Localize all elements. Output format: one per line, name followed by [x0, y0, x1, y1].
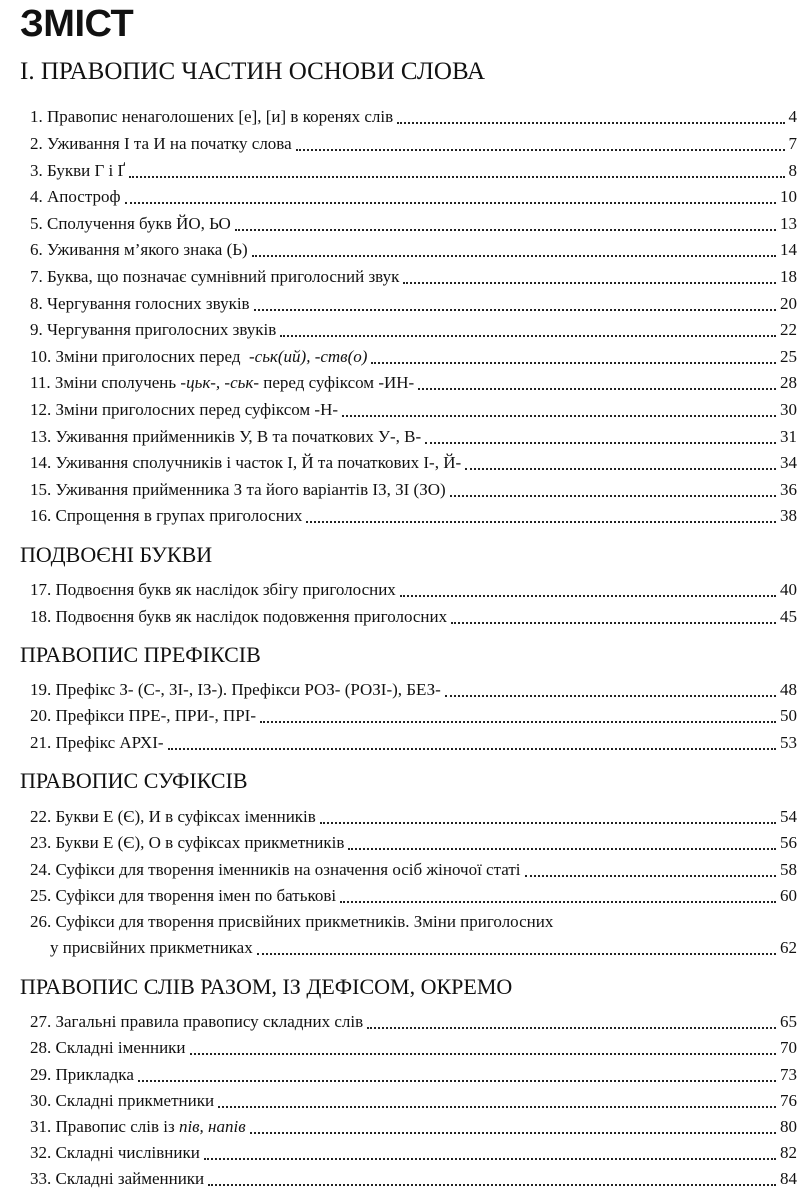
- toc-entry[interactable]: 30. Складні прикметники 76: [30, 1087, 797, 1114]
- page-number: 22: [780, 320, 797, 339]
- toc-entry[interactable]: 31. Правопис слів із пів, напів 80: [30, 1113, 797, 1140]
- section-title: ПРАВОПИС СЛІВ РАЗОМ, ІЗ ДЕФІСОМ, ОКРЕМО: [20, 974, 513, 999]
- toc-entry[interactable]: 4. Апостроф 10: [30, 183, 797, 210]
- page-number: 60: [780, 886, 797, 905]
- toc-entry[interactable]: 7. Буква, що позначає сумнівний приголосний звук 18: [30, 263, 797, 290]
- page-number: 28: [780, 373, 797, 392]
- toc-entry[interactable]: 5. Сполучення букв ЙО, ЬО 13: [30, 210, 797, 237]
- page-number: 10: [780, 187, 797, 206]
- toc-entry-line2[interactable]: у присвійних прикметниках 62: [50, 934, 797, 961]
- page-number: 8: [788, 161, 797, 180]
- toc-entry[interactable]: 2. Уживання І та И на початку слова 7: [30, 130, 797, 157]
- page-number: 54: [780, 807, 797, 826]
- toc-entry[interactable]: 8. Чергування голосних звуків 20: [30, 290, 797, 317]
- toc-entry[interactable]: 21. Префікс АРХІ- 53: [30, 729, 797, 756]
- toc-entry[interactable]: 24. Суфікси для творення іменників на означення осіб жіночої статі 58: [30, 856, 797, 883]
- toc-entry[interactable]: 25. Суфікси для творення імен по батькові 60: [30, 882, 797, 909]
- toc-entry[interactable]: 28. Складні іменники 70: [30, 1034, 797, 1061]
- page-number: 84: [780, 1169, 797, 1188]
- page-number: 20: [780, 294, 797, 313]
- page-number: 4: [788, 107, 797, 126]
- toc-entry[interactable]: 22. Букви Е (Є), И в суфіксах іменників 54: [30, 803, 797, 830]
- page-number: 34: [780, 453, 797, 472]
- page-number: 80: [780, 1117, 797, 1136]
- page-number: 48: [780, 680, 797, 699]
- toc-entry[interactable]: 15. Уживання прийменника З та його варіантів ІЗ, ЗІ (ЗО) 36: [30, 476, 797, 503]
- section-title: ПОДВОЄНІ БУКВИ: [20, 542, 213, 567]
- page-number: 58: [780, 860, 797, 879]
- page-number: 7: [788, 134, 797, 153]
- page-number: 38: [780, 506, 797, 525]
- page-number: 45: [780, 607, 797, 626]
- toc-entry[interactable]: 29. Прикладка 73: [30, 1061, 797, 1088]
- toc-entry[interactable]: 32. Складні числівники 82: [30, 1139, 797, 1166]
- page-number: 30: [780, 400, 797, 419]
- toc-entry-line1[interactable]: 26. Суфікси для творення присвійних прикметників. Зміни приголосних: [30, 912, 554, 931]
- toc-entry[interactable]: 16. Спрощення в групах приголосних 38: [30, 502, 797, 529]
- toc-entry[interactable]: 14. Уживання сполучників і часток І, Й та початкових І-, Й- 34: [30, 449, 797, 476]
- toc-entry[interactable]: 19. Префікс З- (С-, ЗІ-, ІЗ-). Префікси РОЗ- (РОЗІ-), БЕЗ- 48: [30, 676, 797, 703]
- toc-entry[interactable]: 23. Букви Е (Є), О в суфіксах прикметників 56: [30, 829, 797, 856]
- toc-entry[interactable]: 27. Загальні правила правопису складних слів 65: [30, 1008, 797, 1035]
- toc-entry[interactable]: 33. Складні займенники 84: [30, 1165, 797, 1192]
- section-title: ПРАВОПИС СУФІКСІВ: [20, 768, 248, 793]
- page-number: 40: [780, 580, 797, 599]
- toc-entry[interactable]: 6. Уживання м’якого знака (Ь) 14: [30, 236, 797, 263]
- section-title: І. ПРАВОПИС ЧАСТИН ОСНОВИ СЛОВА: [20, 58, 486, 85]
- page-number: 76: [780, 1091, 797, 1110]
- page-number: 65: [780, 1012, 797, 1031]
- page-number: 73: [780, 1065, 797, 1084]
- toc-entry[interactable]: 12. Зміни приголосних перед суфіксом -Н- 30: [30, 396, 797, 423]
- page-number: 70: [780, 1038, 797, 1057]
- toc-entry[interactable]: 3. Букви Г і Ґ 8: [30, 157, 797, 184]
- section-title: ПРАВОПИС ПРЕФІКСІВ: [20, 642, 261, 667]
- page-number: 36: [780, 480, 797, 499]
- page-number: 14: [780, 240, 797, 259]
- toc-entry[interactable]: 10. Зміни приголосних перед -ськ(ий), -ств(о) 25: [30, 343, 797, 370]
- page-number: 62: [780, 938, 797, 957]
- page-title: ЗМІСТ: [20, 3, 134, 45]
- page-number: 31: [780, 427, 797, 446]
- toc-entry[interactable]: 1. Правопис ненаголошених [е], [и] в коренях слів 4: [30, 103, 797, 130]
- page-number: 56: [780, 833, 797, 852]
- page-number: 82: [780, 1143, 797, 1162]
- page-number: 53: [780, 733, 797, 752]
- page-number: 18: [780, 267, 797, 286]
- toc-entry[interactable]: 9. Чергування приголосних звуків 22: [30, 316, 797, 343]
- toc-entry[interactable]: 18. Подвоєння букв як наслідок подовження приголосних 45: [30, 603, 797, 630]
- page-number: 13: [780, 214, 797, 233]
- page-number: 25: [780, 347, 797, 366]
- toc-entry[interactable]: 17. Подвоєння букв як наслідок збігу приголосних 40: [30, 576, 797, 603]
- toc-entry[interactable]: 20. Префікси ПРЕ-, ПРИ-, ПРІ- 50: [30, 702, 797, 729]
- toc-entry[interactable]: 13. Уживання прийменників У, В та початкових У-, В- 31: [30, 423, 797, 450]
- page-number: 50: [780, 706, 797, 725]
- toc-entry[interactable]: 11. Зміни сполучень -цьк-, -ськ- перед суфіксом -ИН- 28: [30, 369, 797, 396]
